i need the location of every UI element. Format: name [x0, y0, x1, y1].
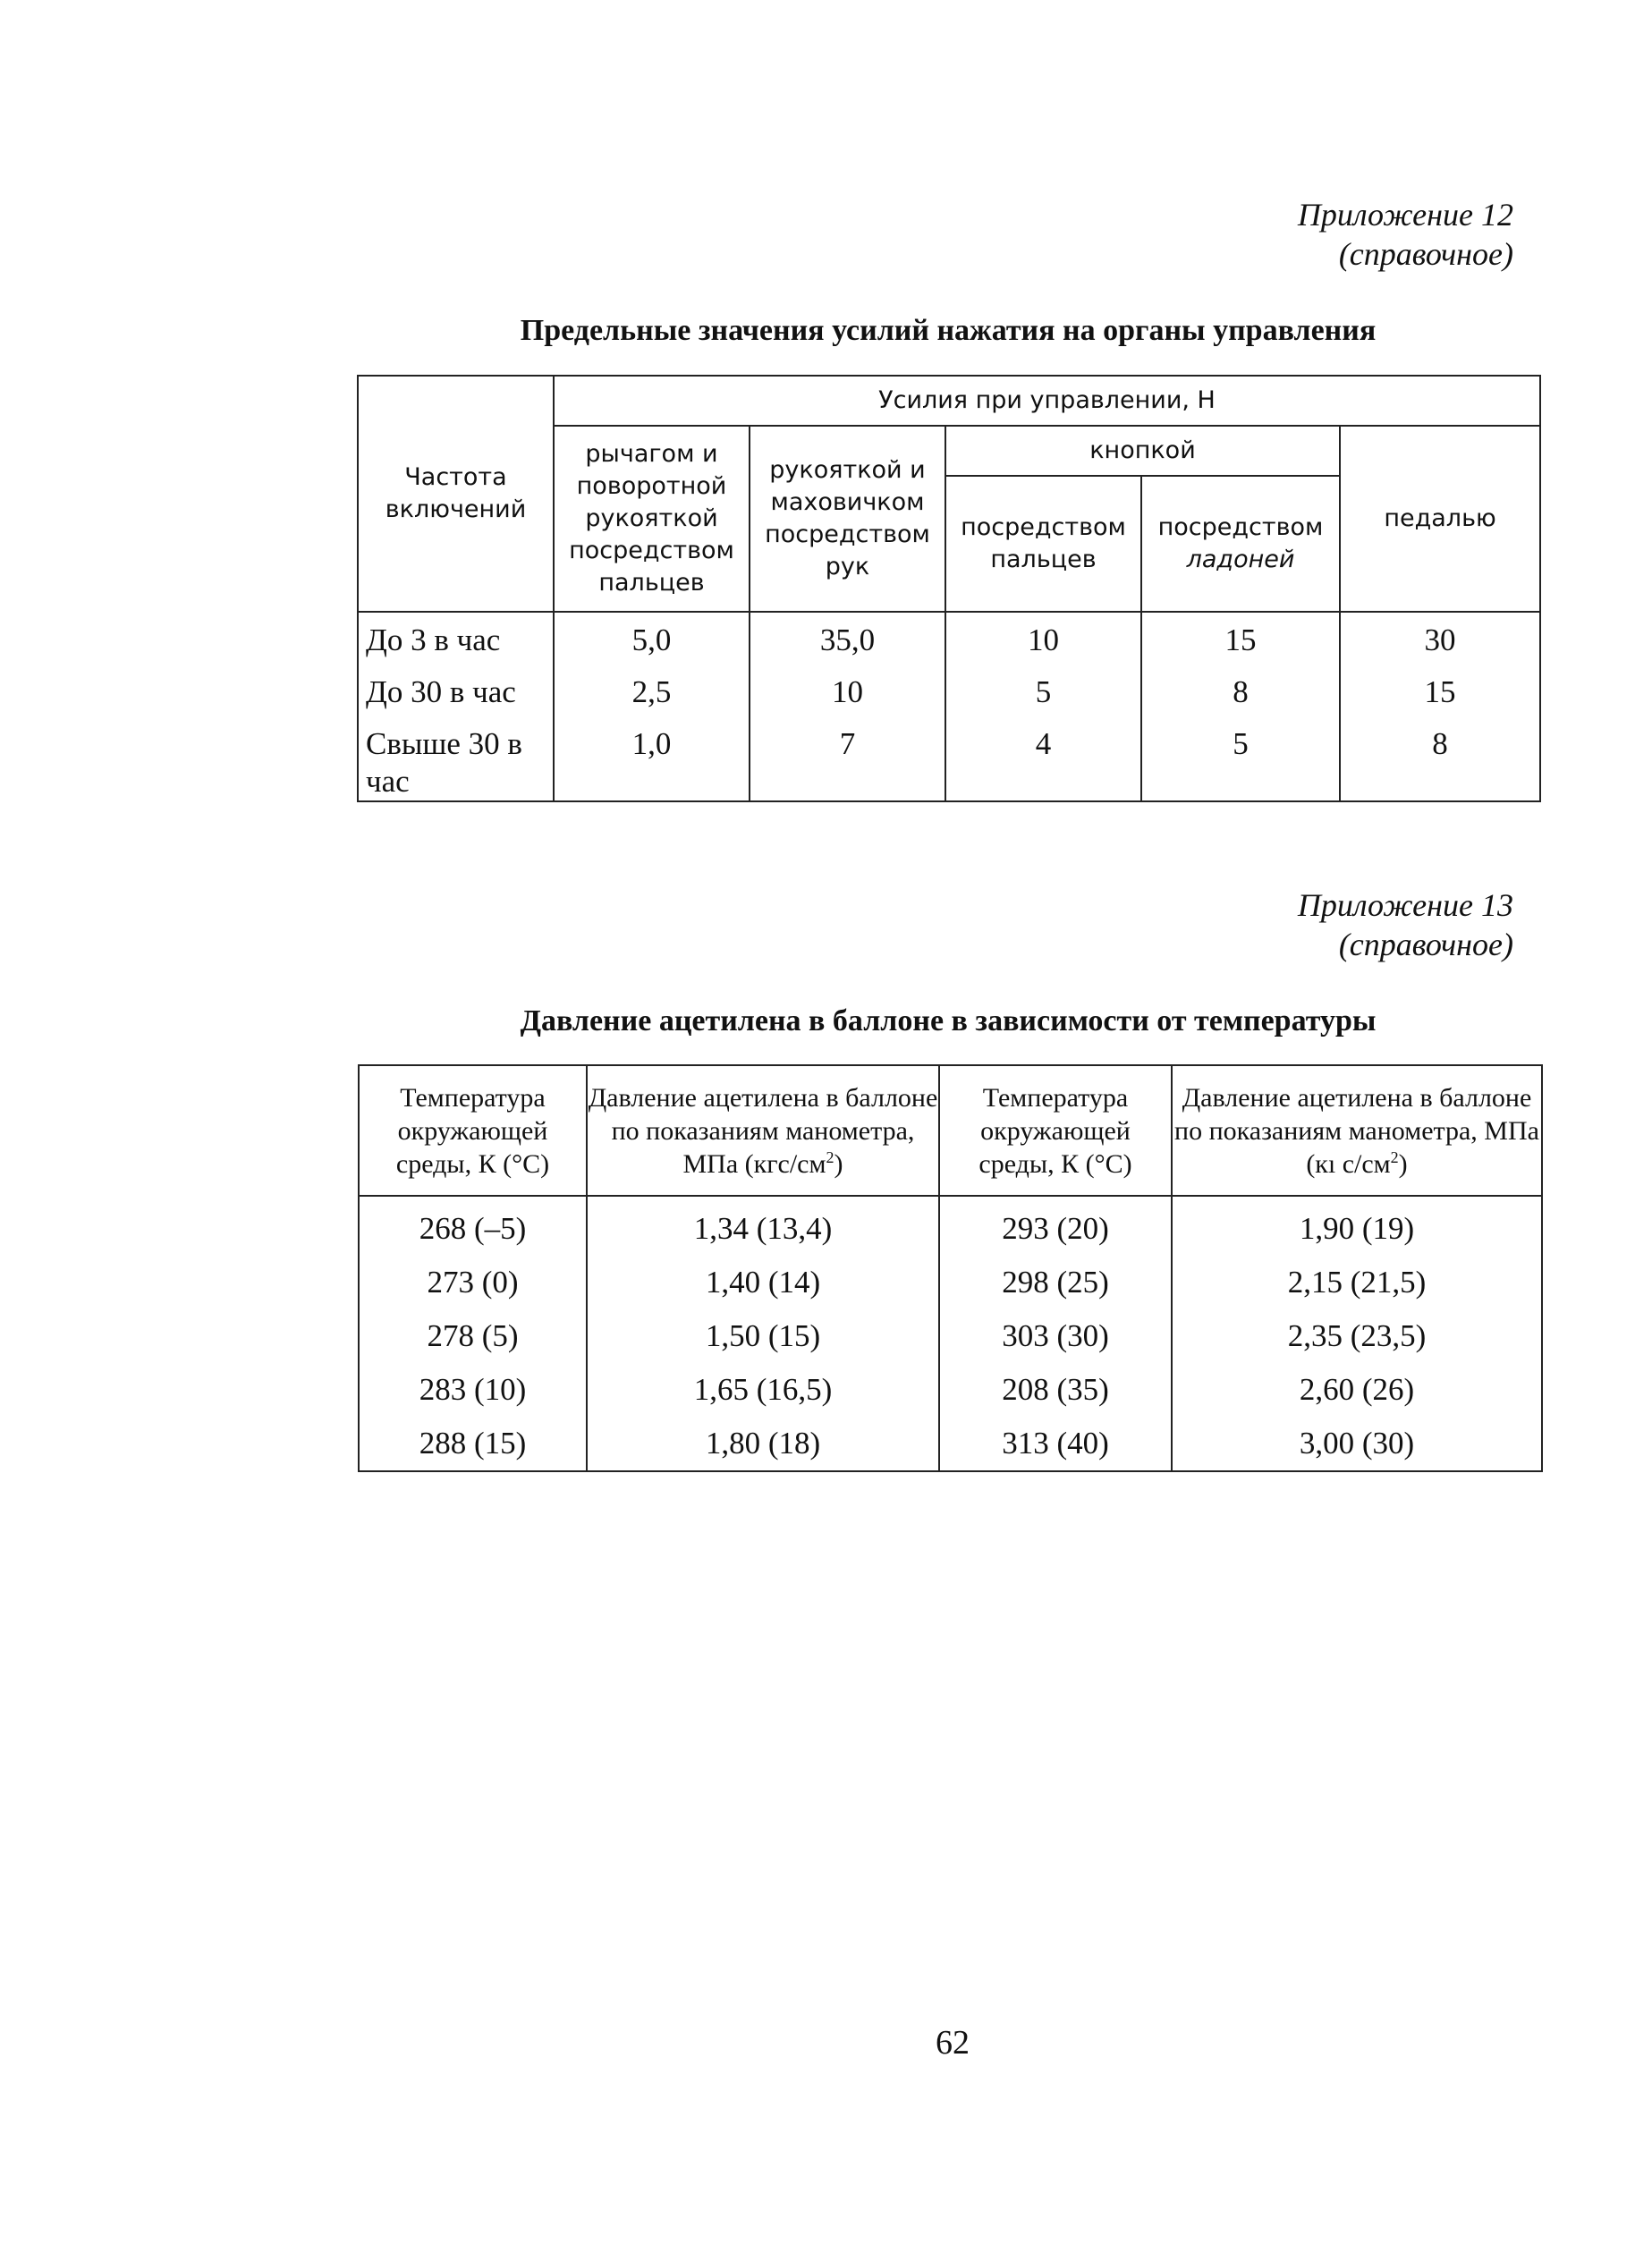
- cell-temperature-left: 273 (0): [359, 1256, 587, 1309]
- cell-pedal: 8: [1340, 711, 1540, 801]
- table-13-title: Давление ацетилена в баллоне в зависимости от температуры: [520, 1004, 1377, 1037]
- header-temperature-right: Температура окружающей среды, К (°С): [939, 1065, 1172, 1196]
- cell-palms: 5: [1141, 711, 1340, 801]
- cell-temperature-left: 283 (10): [359, 1363, 587, 1417]
- acetylene-pressure-table: [358, 1064, 1543, 1472]
- header-button-group: кнопкой: [945, 426, 1340, 476]
- table-row: [359, 1309, 1542, 1363]
- header-lever: рычагом и поворотной рукояткой посредством пальцев: [554, 426, 750, 612]
- header-fingers: посредством пальцев: [945, 476, 1141, 612]
- cell-pressure-left: 1,40 (14): [587, 1256, 939, 1309]
- header-pressure-left: [587, 1065, 939, 1196]
- cell-temperature-right: 313 (40): [939, 1417, 1172, 1471]
- cell-pressure-right: 2,35 (23,5): [1172, 1309, 1542, 1363]
- cell-pressure-left: 1,65 (16,5): [587, 1363, 939, 1417]
- appendix-13-number: Приложение 13: [1297, 887, 1513, 923]
- superscript-two: 2: [826, 1147, 834, 1166]
- appendix-13-label: [1298, 885, 1513, 964]
- cell-handle: 35,0: [750, 612, 945, 659]
- cell-fingers: 4: [945, 711, 1141, 801]
- cell-handle: 10: [750, 659, 945, 711]
- header-temperature-left: Температура окружающей среды, К (°С): [359, 1065, 587, 1196]
- cell-lever: 1,0: [554, 711, 750, 801]
- cell-pressure-right: 2,60 (26): [1172, 1363, 1542, 1417]
- table-row: [358, 711, 1540, 801]
- table-row: [359, 1196, 1542, 1256]
- closing-paren: ): [834, 1148, 843, 1179]
- cell-pressure-left: 1,80 (18): [587, 1417, 939, 1471]
- header-palms-word: ладоней: [1186, 546, 1295, 573]
- cell-temperature-right: 303 (30): [939, 1309, 1172, 1363]
- control-force-table: [357, 375, 1541, 802]
- table-12-title: Предельные значения усилий нажатия на органы управления: [520, 314, 1377, 347]
- appendix-12-number: Приложение 12: [1297, 197, 1513, 233]
- cell-temperature-right: 298 (25): [939, 1256, 1172, 1309]
- header-force-group: Усилия при управлении, Н: [554, 376, 1540, 426]
- cell-lever: 5,0: [554, 612, 750, 659]
- cell-pressure-right: 3,00 (30): [1172, 1417, 1542, 1471]
- table-row: [359, 1363, 1542, 1417]
- cell-temperature-left: 288 (15): [359, 1417, 587, 1471]
- cell-temperature-right: 208 (35): [939, 1363, 1172, 1417]
- appendix-12-label: [1298, 195, 1513, 274]
- header-pedal: педалью: [1340, 426, 1540, 612]
- page-number: 62: [936, 2024, 970, 2062]
- header-pressure-left-text: Давление ацетилена в баллоне по показаниям манометра, МПа (кгс/см: [588, 1082, 938, 1179]
- cell-pressure-left: 1,34 (13,4): [587, 1196, 939, 1256]
- cell-palms: 8: [1141, 659, 1340, 711]
- cell-fingers: 10: [945, 612, 1141, 659]
- cell-frequency: До 30 в час: [358, 659, 554, 711]
- cell-pedal: 30: [1340, 612, 1540, 659]
- header-frequency: Частота включений: [358, 376, 554, 612]
- cell-temperature-right: 293 (20): [939, 1196, 1172, 1256]
- cell-pressure-right: 1,90 (19): [1172, 1196, 1542, 1256]
- header-handle: рукояткой и маховичком посредством рук: [750, 426, 945, 612]
- table-row: [358, 659, 1540, 711]
- cell-pedal: 15: [1340, 659, 1540, 711]
- appendix-13-type: (справочное): [1338, 927, 1513, 962]
- cell-fingers: 5: [945, 659, 1141, 711]
- closing-paren: ): [1398, 1148, 1408, 1179]
- table-row: [359, 1256, 1542, 1309]
- cell-pressure-left: 1,50 (15): [587, 1309, 939, 1363]
- cell-palms: 15: [1141, 612, 1340, 659]
- table-row: [359, 1417, 1542, 1471]
- header-palms-prefix: посредством: [1157, 513, 1324, 541]
- cell-pressure-right: 2,15 (21,5): [1172, 1256, 1542, 1309]
- cell-temperature-left: 268 (–5): [359, 1196, 587, 1256]
- table-row: [358, 612, 1540, 659]
- cell-handle: 7: [750, 711, 945, 801]
- cell-lever: 2,5: [554, 659, 750, 711]
- header-pressure-right: [1172, 1065, 1542, 1196]
- header-palms: [1141, 476, 1340, 612]
- appendix-12-type: (справочное): [1338, 236, 1513, 272]
- superscript-two: 2: [1390, 1147, 1399, 1166]
- cell-frequency: До 3 в час: [358, 612, 554, 659]
- header-pressure-right-text: Давление ацетилена в баллоне по показаниям манометра, МПа (кı с/см: [1174, 1082, 1539, 1179]
- cell-temperature-left: 278 (5): [359, 1309, 587, 1363]
- cell-frequency: Свыше 30 в час: [358, 711, 554, 801]
